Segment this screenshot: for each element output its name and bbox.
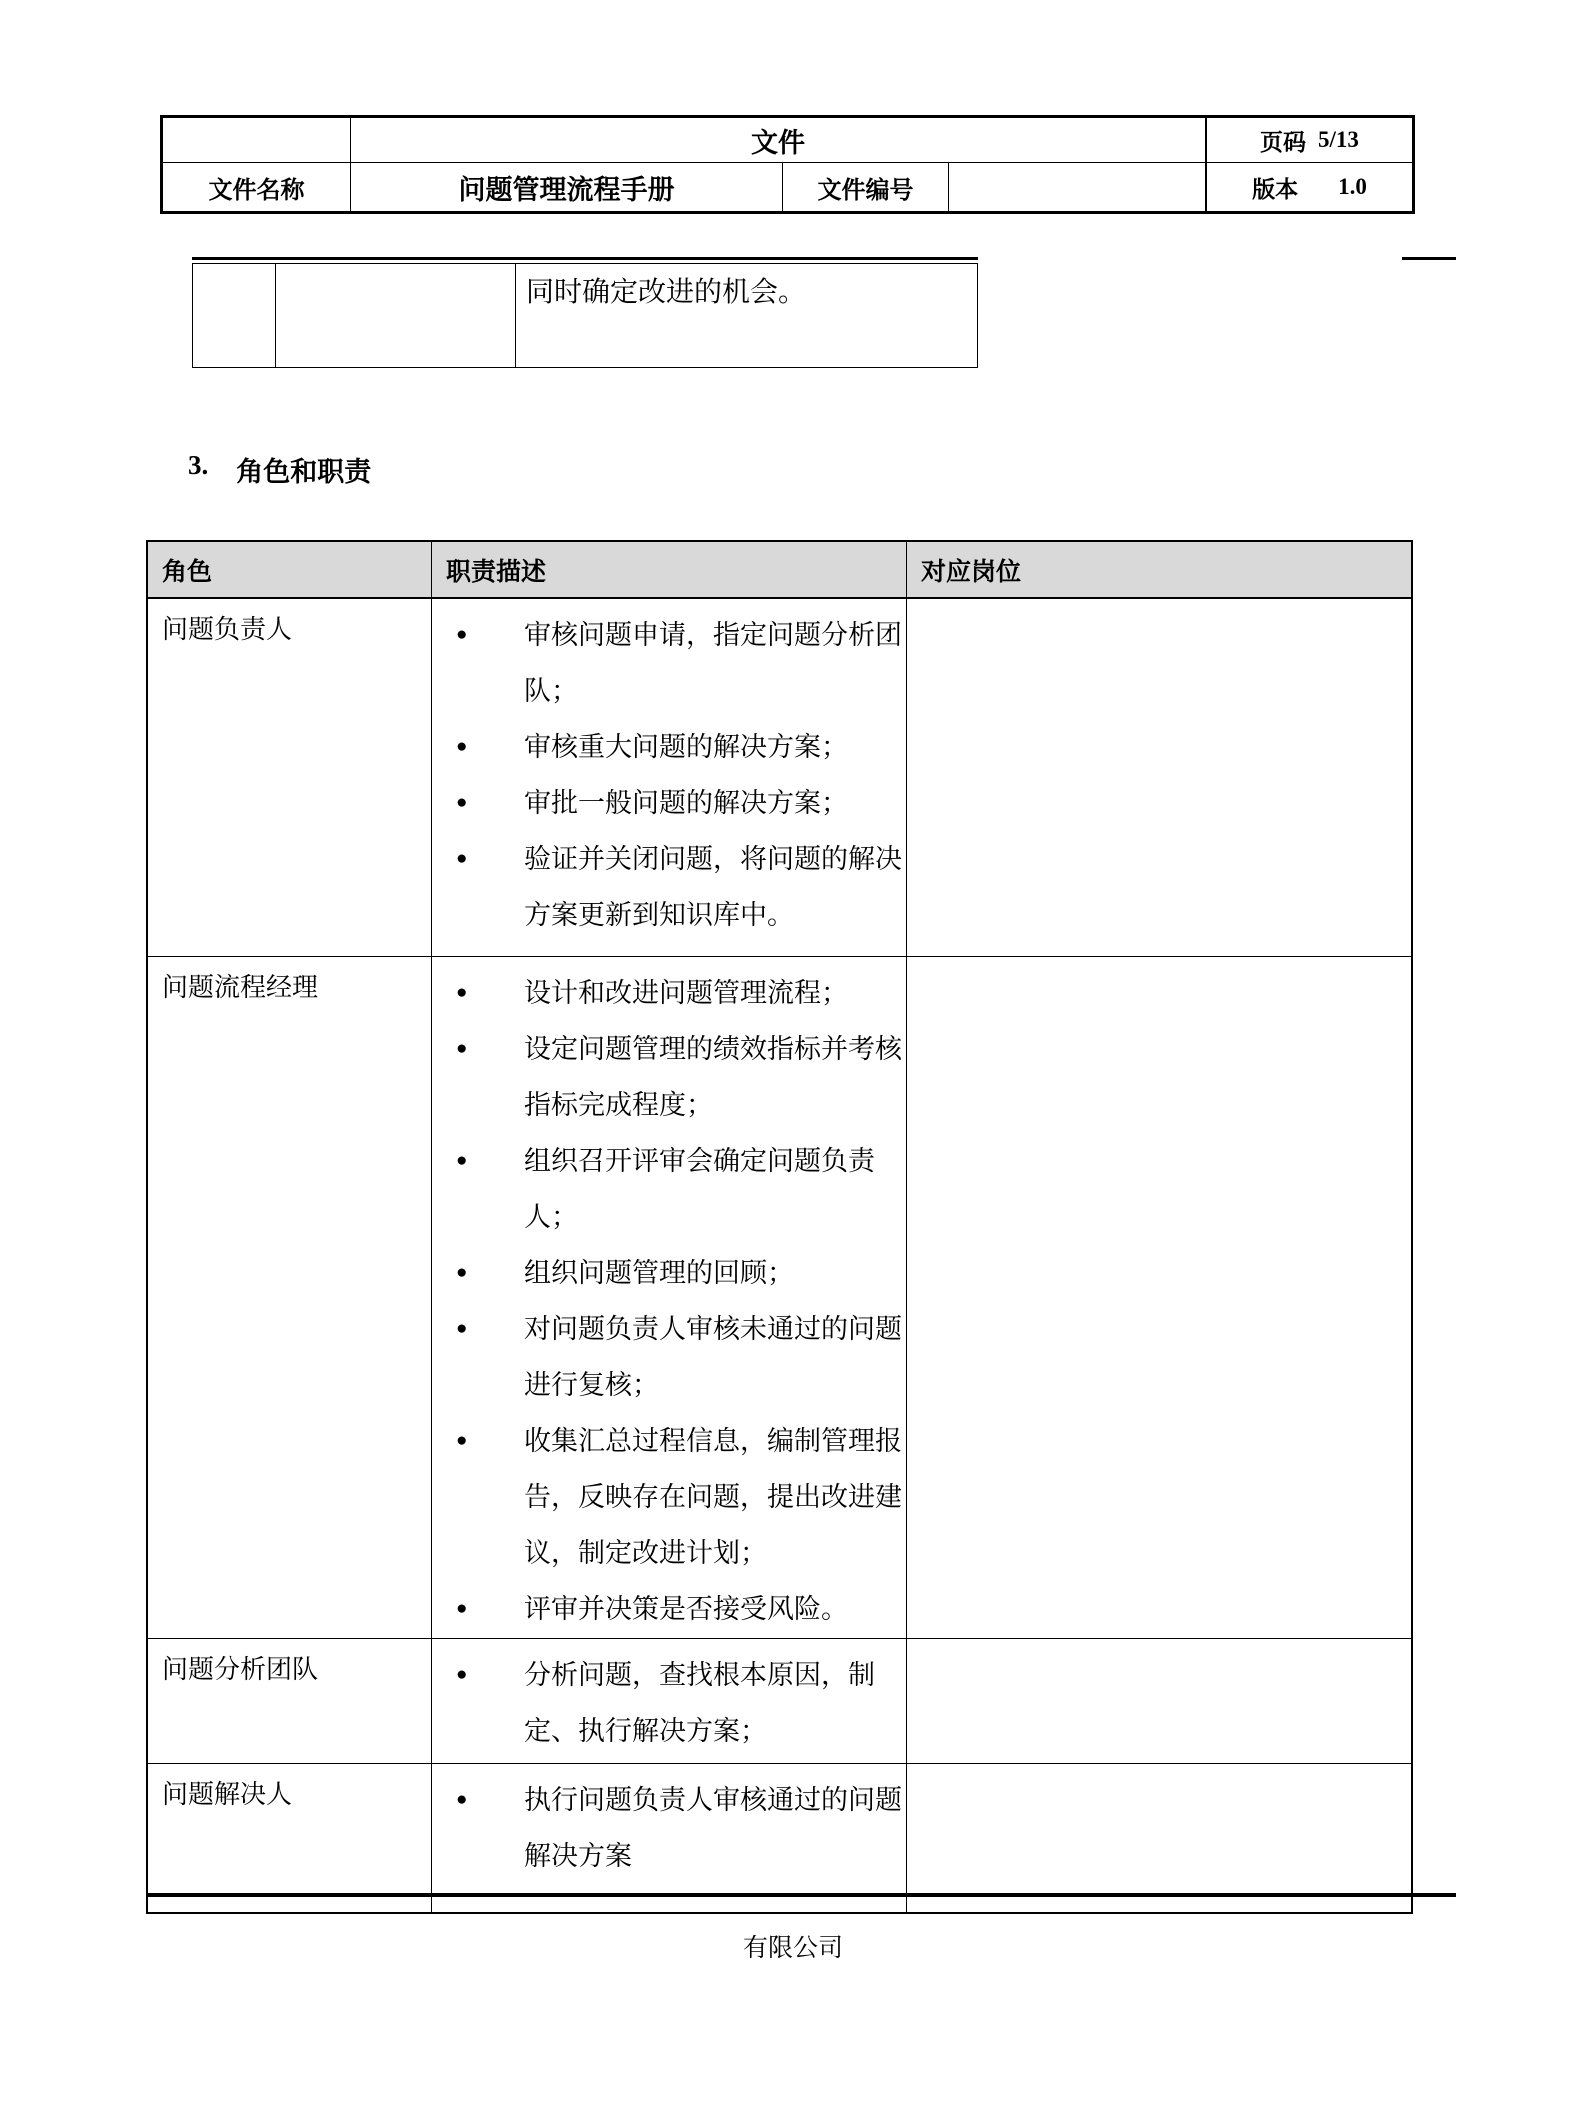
- position-cell: [907, 1764, 1411, 1899]
- duty-text: 分析问题，查找根本原因，制定、执行解决方案；: [524, 1660, 875, 1746]
- role-cell: 问题分析团队: [148, 1639, 432, 1763]
- duty-item: [432, 1772, 906, 1884]
- duties-cell: [432, 599, 907, 956]
- continued-table-top-rule: [192, 257, 978, 260]
- table-row: [148, 599, 1411, 957]
- duty-text: 验证并关闭问题，将问题的解决方案更新到知识库中。: [524, 844, 902, 930]
- file-number-value: [949, 163, 1205, 211]
- duty-text: 收集汇总过程信息，编制管理报告，反映存在问题，提出改进建议，制定改进计划；: [524, 1426, 902, 1568]
- role-cell: 问题解决人: [148, 1764, 432, 1899]
- page-number-cell: [1205, 118, 1412, 162]
- duty-text: 设计和改进问题管理流程；: [524, 978, 848, 1008]
- duty-item: [432, 607, 906, 719]
- bullet-icon: ●: [456, 982, 468, 1003]
- duty-text: 评审并决策是否接受风险。: [524, 1594, 848, 1624]
- bullet-icon: ●: [456, 848, 468, 869]
- table-row: [148, 957, 1411, 1639]
- continued-table-empty-cell: [276, 264, 516, 367]
- table-row-page-break-sliver: [148, 1899, 1411, 1912]
- duty-item: [432, 1245, 906, 1301]
- version-label: 版本: [1252, 176, 1299, 202]
- continued-table-text-cell: 同时确定改进的机会。: [526, 277, 807, 308]
- duty-item: [432, 1133, 906, 1245]
- continued-table-top-rule-right-segment: [1402, 257, 1456, 260]
- page-break-thick-rule: [146, 1893, 1456, 1897]
- bullet-icon: ●: [456, 1789, 468, 1810]
- bullet-icon: ●: [456, 792, 468, 813]
- continued-table-empty-cell: [193, 264, 276, 367]
- header-row-meta: [163, 163, 1412, 211]
- duty-item: [432, 775, 906, 831]
- duty-item: [432, 965, 906, 1021]
- column-header-role: 角色: [148, 542, 432, 597]
- section-title: 角色和职责: [236, 457, 372, 487]
- duty-item: [432, 1581, 906, 1637]
- duty-text: 执行问题负责人审核通过的问题解决方案: [524, 1785, 902, 1871]
- duty-text: 设定问题管理的绩效指标并考核指标完成程度；: [524, 1034, 902, 1120]
- table-row: [148, 1639, 1411, 1764]
- roles-table-header-row: [148, 542, 1411, 599]
- duty-item: [432, 719, 906, 775]
- position-cell: [907, 957, 1411, 1638]
- column-header-duties: 职责描述: [432, 542, 907, 597]
- duties-cell: [432, 1764, 907, 1899]
- header-row-title: [163, 118, 1412, 163]
- duty-text: 审批一般问题的解决方案；: [524, 788, 848, 818]
- duty-text: 组织问题管理的回顾；: [524, 1258, 794, 1288]
- file-name-label: 文件名称: [163, 163, 351, 211]
- section-number: 3.: [188, 450, 209, 480]
- duty-text: 组织召开评审会确定问题负责人；: [524, 1146, 875, 1232]
- header-empty-cell: [163, 118, 351, 162]
- page-number-value: 5/13: [1318, 127, 1359, 152]
- page-number-label: 页码: [1260, 129, 1307, 155]
- duty-item: [432, 1413, 906, 1581]
- roles-table: [146, 540, 1413, 1914]
- position-cell: [907, 1899, 1411, 1912]
- position-cell: [907, 599, 1411, 956]
- file-number-label: 文件编号: [783, 163, 949, 211]
- bullet-icon: ●: [456, 1262, 468, 1283]
- version-cell: [1205, 162, 1412, 211]
- duty-item: [432, 1021, 906, 1133]
- role-cell: 问题负责人: [148, 599, 432, 956]
- bullet-icon: ●: [456, 1598, 468, 1619]
- version-value: 1.0: [1338, 174, 1367, 199]
- continued-table-fragment: [192, 263, 978, 368]
- document-type-title: 文件: [751, 127, 805, 158]
- bullet-icon: ●: [456, 1318, 468, 1339]
- duties-cell: [432, 957, 907, 1638]
- bullet-icon: ●: [456, 1664, 468, 1685]
- bullet-icon: ●: [456, 624, 468, 645]
- bullet-icon: ●: [456, 1150, 468, 1171]
- table-row: [148, 1764, 1411, 1899]
- bullet-icon: ●: [456, 736, 468, 757]
- duty-text: 对问题负责人审核未通过的问题进行复核；: [524, 1314, 902, 1400]
- bullet-icon: ●: [456, 1038, 468, 1059]
- position-cell: [907, 1639, 1411, 1763]
- duty-item: [432, 831, 906, 943]
- duties-cell: [432, 1639, 907, 1763]
- duty-text: 审核重大问题的解决方案；: [524, 732, 848, 762]
- role-cell: 问题流程经理: [148, 957, 432, 1638]
- column-header-position: 对应岗位: [921, 558, 1022, 586]
- duty-item: [432, 1647, 906, 1759]
- duty-item: [432, 1301, 906, 1413]
- section-heading: [188, 450, 371, 489]
- duty-text: 审核问题申请，指定问题分析团队；: [524, 620, 902, 706]
- bullet-icon: ●: [456, 1430, 468, 1451]
- document-header-table: [160, 115, 1415, 214]
- footer-company-name: 有限公司: [742, 1935, 843, 1962]
- file-name-value: 问题管理流程手册: [351, 163, 783, 211]
- duties-cell: [432, 1899, 907, 1912]
- role-cell: [148, 1899, 432, 1912]
